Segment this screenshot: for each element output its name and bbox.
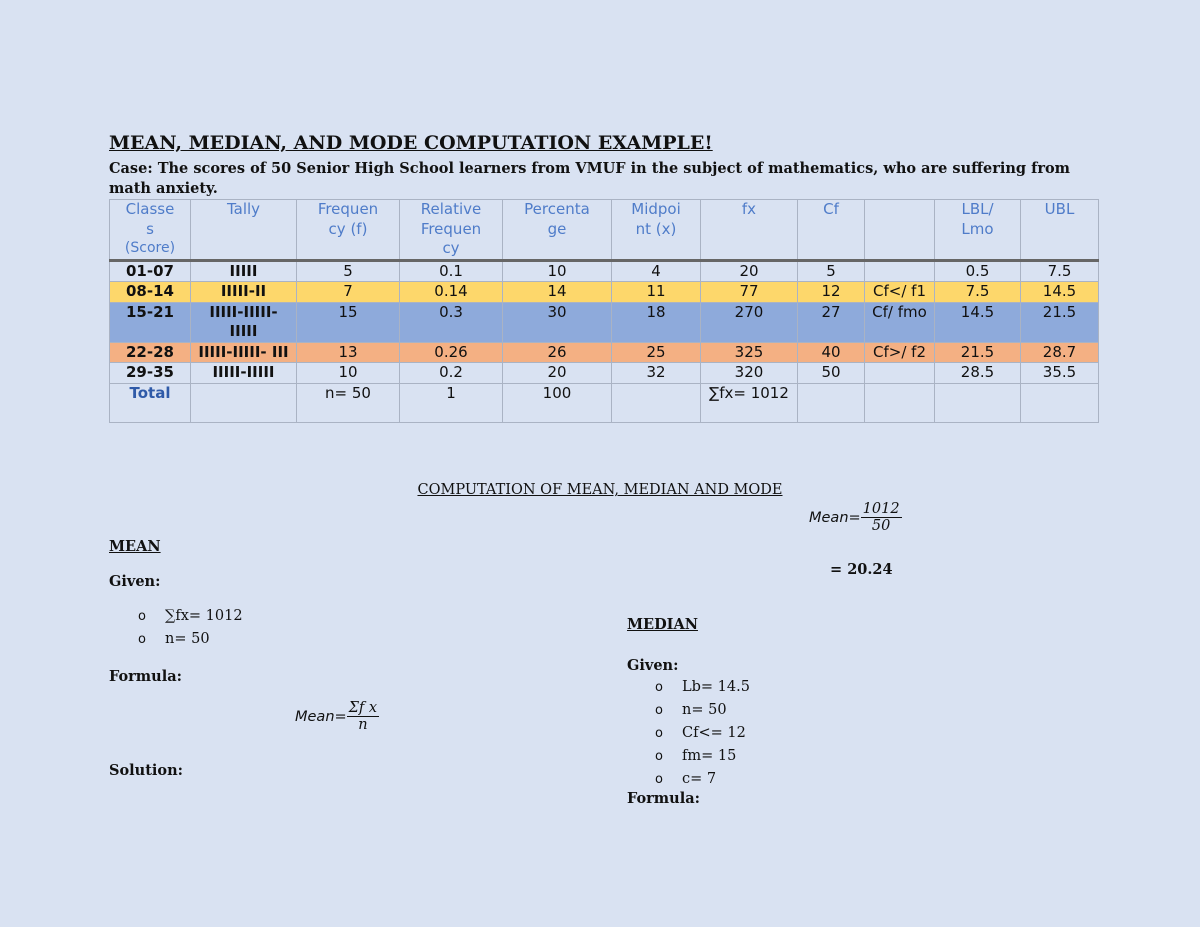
frequency-table — [109, 199, 1099, 423]
table-cell: 30 — [503, 302, 612, 342]
table-header-row — [110, 200, 1099, 261]
table-cell: 12 — [798, 282, 865, 303]
median-formula-label: Formula: — [627, 790, 700, 807]
table-cell: 0.2 — [400, 363, 503, 384]
list-item: o ∑fx= 1012 — [138, 605, 243, 628]
column-header: Percenta ge — [503, 200, 612, 261]
list-item: o Cf<= 12 — [655, 722, 750, 745]
table-cell: 100 — [503, 383, 612, 422]
table-cell: 0.3 — [400, 302, 503, 342]
column-header: Frequen cy (f) — [297, 200, 400, 261]
table-cell: 5 — [297, 260, 400, 282]
mean-formula — [295, 700, 379, 733]
table-row — [110, 363, 1099, 384]
table-cell: 32 — [612, 363, 701, 384]
table-cell: 0.5 — [935, 260, 1021, 282]
table-cell: 18 — [612, 302, 701, 342]
solution-lhs: Mean= — [809, 510, 861, 526]
table-cell: 7 — [297, 282, 400, 303]
table-cell: 7.5 — [935, 282, 1021, 303]
table-cell: 26 — [503, 342, 612, 363]
table-cell — [798, 383, 865, 422]
column-header: LBL/ Lmo — [935, 200, 1021, 261]
table-cell: 21.5 — [1021, 302, 1099, 342]
table-cell: n= 50 — [297, 383, 400, 422]
table-cell: 01-07 — [110, 260, 191, 282]
table-cell — [191, 383, 297, 422]
table-cell — [1021, 383, 1099, 422]
table-cell — [865, 383, 935, 422]
bullet-icon: o — [655, 703, 663, 718]
median-given-label: Given: — [627, 657, 679, 674]
page-title: MEAN, MEDIAN, AND MODE COMPUTATION EXAMPLE! — [109, 132, 713, 154]
table-row — [110, 282, 1099, 303]
table-cell: Cf</ f1 — [865, 282, 935, 303]
table-cell: ∑fx= 1012 — [701, 383, 798, 422]
table-cell: 325 — [701, 342, 798, 363]
table-cell — [865, 260, 935, 282]
table-cell: Cf/ fmo — [865, 302, 935, 342]
table-cell: IIIII-IIIII- III — [191, 342, 297, 363]
table-cell: 0.26 — [400, 342, 503, 363]
table-cell: 14.5 — [935, 302, 1021, 342]
table-cell: 11 — [612, 282, 701, 303]
bullet-icon: o — [655, 772, 663, 787]
formula-numerator: Σf x — [348, 700, 378, 716]
table-cell: IIIII-IIIII — [191, 363, 297, 384]
solution-numerator: 1012 — [862, 501, 900, 517]
table-cell: 14.5 — [1021, 282, 1099, 303]
bullet-icon: o — [655, 680, 663, 695]
total-label: Total — [110, 383, 191, 422]
formula-fraction — [347, 700, 379, 733]
list-item: o Lb= 14.5 — [655, 676, 750, 699]
table-cell: IIIII — [191, 260, 297, 282]
table-cell: 320 — [701, 363, 798, 384]
table-cell: 7.5 — [1021, 260, 1099, 282]
mean-formula-label: Formula: — [109, 668, 182, 685]
mean-result: = 20.24 — [830, 561, 893, 578]
table-cell: 40 — [798, 342, 865, 363]
table-cell: 0.14 — [400, 282, 503, 303]
mean-solution — [809, 501, 902, 534]
column-header — [865, 200, 935, 261]
column-header: Tally — [191, 200, 297, 261]
table-cell: 15 — [297, 302, 400, 342]
table-row — [110, 302, 1099, 342]
table-cell: 28.7 — [1021, 342, 1099, 363]
table-cell: 20 — [503, 363, 612, 384]
table-cell — [935, 383, 1021, 422]
bullet-icon: o — [655, 749, 663, 764]
total-row — [110, 383, 1099, 422]
mean-solution-label: Solution: — [109, 762, 183, 779]
table-cell: 14 — [503, 282, 612, 303]
mean-heading: MEAN — [109, 538, 161, 555]
formula-denominator: n — [358, 717, 368, 733]
bullet-icon: o — [655, 726, 663, 741]
table-cell: 270 — [701, 302, 798, 342]
table-cell: 27 — [798, 302, 865, 342]
table-cell: 29-35 — [110, 363, 191, 384]
mean-given-label: Given: — [109, 573, 161, 590]
list-item: o c= 7 — [655, 768, 750, 791]
table-cell: IIIII-II — [191, 282, 297, 303]
table-cell — [865, 363, 935, 384]
table-cell: 5 — [798, 260, 865, 282]
computation-heading: COMPUTATION OF MEAN, MEDIAN AND MODE — [417, 482, 783, 498]
table-cell: 20 — [701, 260, 798, 282]
column-header: Midpoi nt (x) — [612, 200, 701, 261]
solution-denominator: 50 — [871, 518, 891, 534]
column-header: Cf — [798, 200, 865, 261]
table-cell: 10 — [503, 260, 612, 282]
table-cell — [612, 383, 701, 422]
column-header: Relative Frequen cy — [400, 200, 503, 261]
list-item: o n= 50 — [655, 699, 750, 722]
table-cell: 0.1 — [400, 260, 503, 282]
table-cell: 50 — [798, 363, 865, 384]
table-cell: 25 — [612, 342, 701, 363]
mean-given-list — [138, 605, 243, 651]
table-cell: 4 — [612, 260, 701, 282]
list-item: o fm= 15 — [655, 745, 750, 768]
bullet-icon: o — [138, 632, 146, 647]
table-cell: IIIII-IIIII- IIIII — [191, 302, 297, 342]
table-cell: 21.5 — [935, 342, 1021, 363]
table-cell: 13 — [297, 342, 400, 363]
bullet-icon: o — [138, 609, 146, 624]
list-item: o n= 50 — [138, 628, 243, 651]
table-cell: 10 — [297, 363, 400, 384]
table-cell: 28.5 — [935, 363, 1021, 384]
case-description: Case: The scores of 50 Senior High School learners from VMUF in the subject of mathematics, who are suffering from math anxiety. — [109, 160, 1071, 197]
table-row — [110, 342, 1099, 363]
median-heading: MEDIAN — [627, 616, 698, 633]
table-cell: 22-28 — [110, 342, 191, 363]
formula-lhs: Mean= — [295, 709, 347, 725]
table-cell: 35.5 — [1021, 363, 1099, 384]
median-given-list — [655, 676, 750, 791]
table-cell: 08-14 — [110, 282, 191, 303]
solution-fraction — [861, 501, 902, 534]
table-cell: 15-21 — [110, 302, 191, 342]
table-cell: 77 — [701, 282, 798, 303]
table-row — [110, 260, 1099, 282]
table-cell: Cf>/ f2 — [865, 342, 935, 363]
column-header: Classe s (Score) — [110, 200, 191, 261]
table-cell: 1 — [400, 383, 503, 422]
column-header: fx — [701, 200, 798, 261]
column-header: UBL — [1021, 200, 1099, 261]
